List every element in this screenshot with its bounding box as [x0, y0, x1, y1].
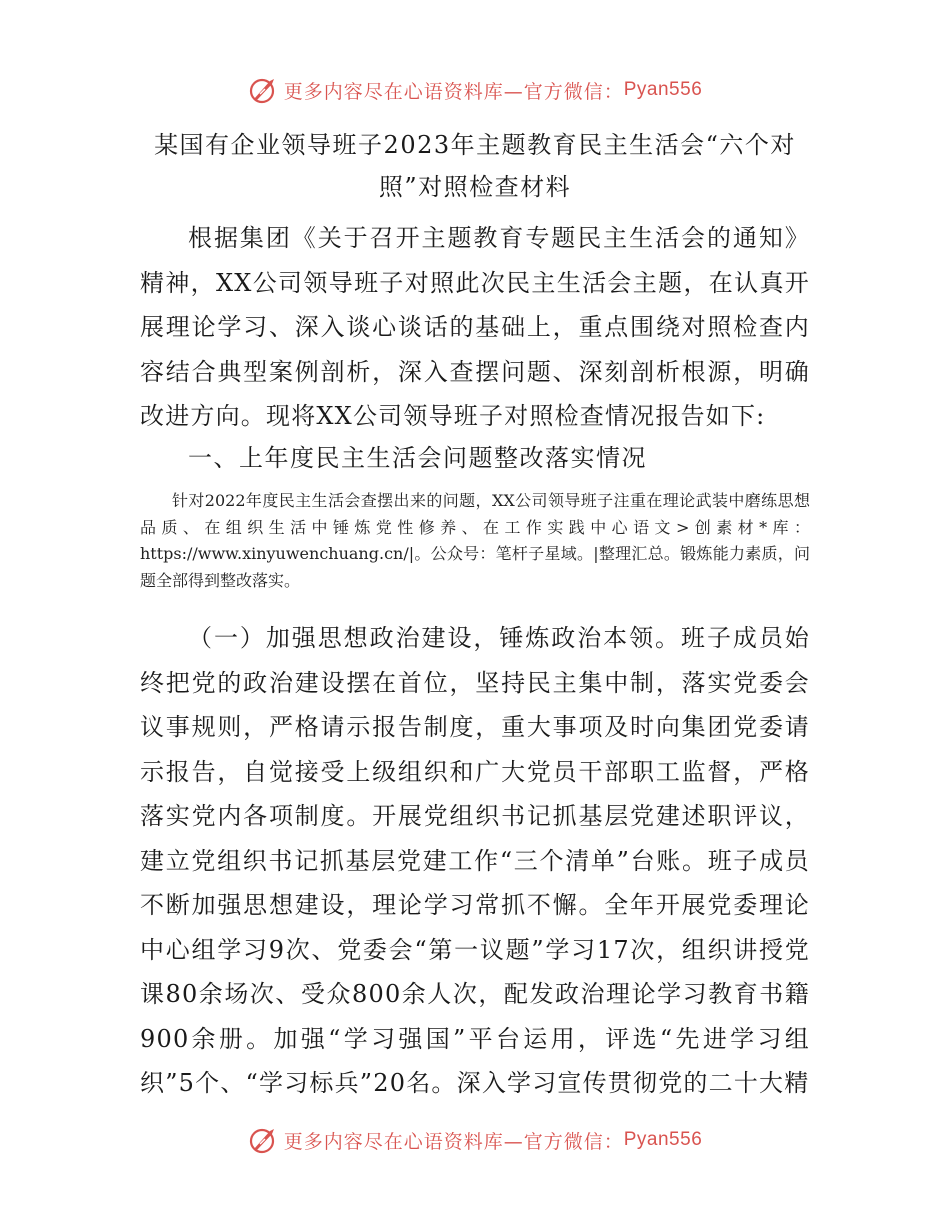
banner-wechat-id: Pyan556	[623, 1129, 703, 1150]
intro-paragraph: 根据集团《关于召开主题教育专题民主生活会的通知》精神，XX公司领导班子对照此次民主生活会主题，在认真开展理论学习、深入谈心谈话的基础上，重点围绕对照检查内容结合典型案例剖析，深入查摆问题、深刻剖析根源，明确改进方向。现将XX公司领导班子对照检查情况报告如下:	[140, 224, 810, 430]
section-1-note-paragraph: 针对2022年度民主生活会查摆出来的问题，XX公司领导班子注重在理论武装中磨练思想品质、在组织生活中锤炼党性修养、在工作实践中心语文>创素材*库：https://www.xinyuwenchuang.cn/|。公众号：笔杆子星域。|整理汇总。锻炼能力素质，问题全部得到整改落实。	[140, 491, 810, 590]
quill-logo-icon	[248, 75, 278, 105]
banner-wechat-id: Pyan556	[623, 79, 703, 100]
document-title: 某国有企业领导班子2023年主题教育民主生活会“六个对照”对照检查材料	[154, 131, 796, 201]
header-watermark-banner	[0, 70, 950, 110]
quill-logo-icon	[248, 1125, 278, 1155]
banner-text: 更多内容尽在心语资料库—官方微信：	[283, 80, 624, 103]
footer-watermark-banner	[0, 1120, 950, 1160]
section-heading-1: 一、上年度民主生活会问题整改落实情况	[188, 444, 647, 472]
part-1-paragraph: （一）加强思想政治建设，锤炼政治本领。班子成员始终把党的政治建设摆在首位，坚持民主集中制，落实党委会议事规则，严格请示报告制度，重大事项及时向集团党委请示报告，自觉接受上级组织和广大党员干部职工监督，严格落实党内各项制度。开展党组织书记抓基层党建述职评议，建立党组织书记抓基层党建工作“三个清单”台账。班子成员不断加强思想建设，理论学习常抓不懈。全年开展党委理论中心组学习9次、党委会“第一议题”学习17次，组织讲授党课80余场次、受众800余人次，配发政治理论学习教育书籍900余册。加强“学习强国”平台运用，评选“先进学习组织”5个、“学习标兵”20名。深入学习宣传贯彻党的二十大精	[140, 624, 810, 1097]
banner-text: 更多内容尽在心语资料库—官方微信：	[283, 1130, 624, 1153]
